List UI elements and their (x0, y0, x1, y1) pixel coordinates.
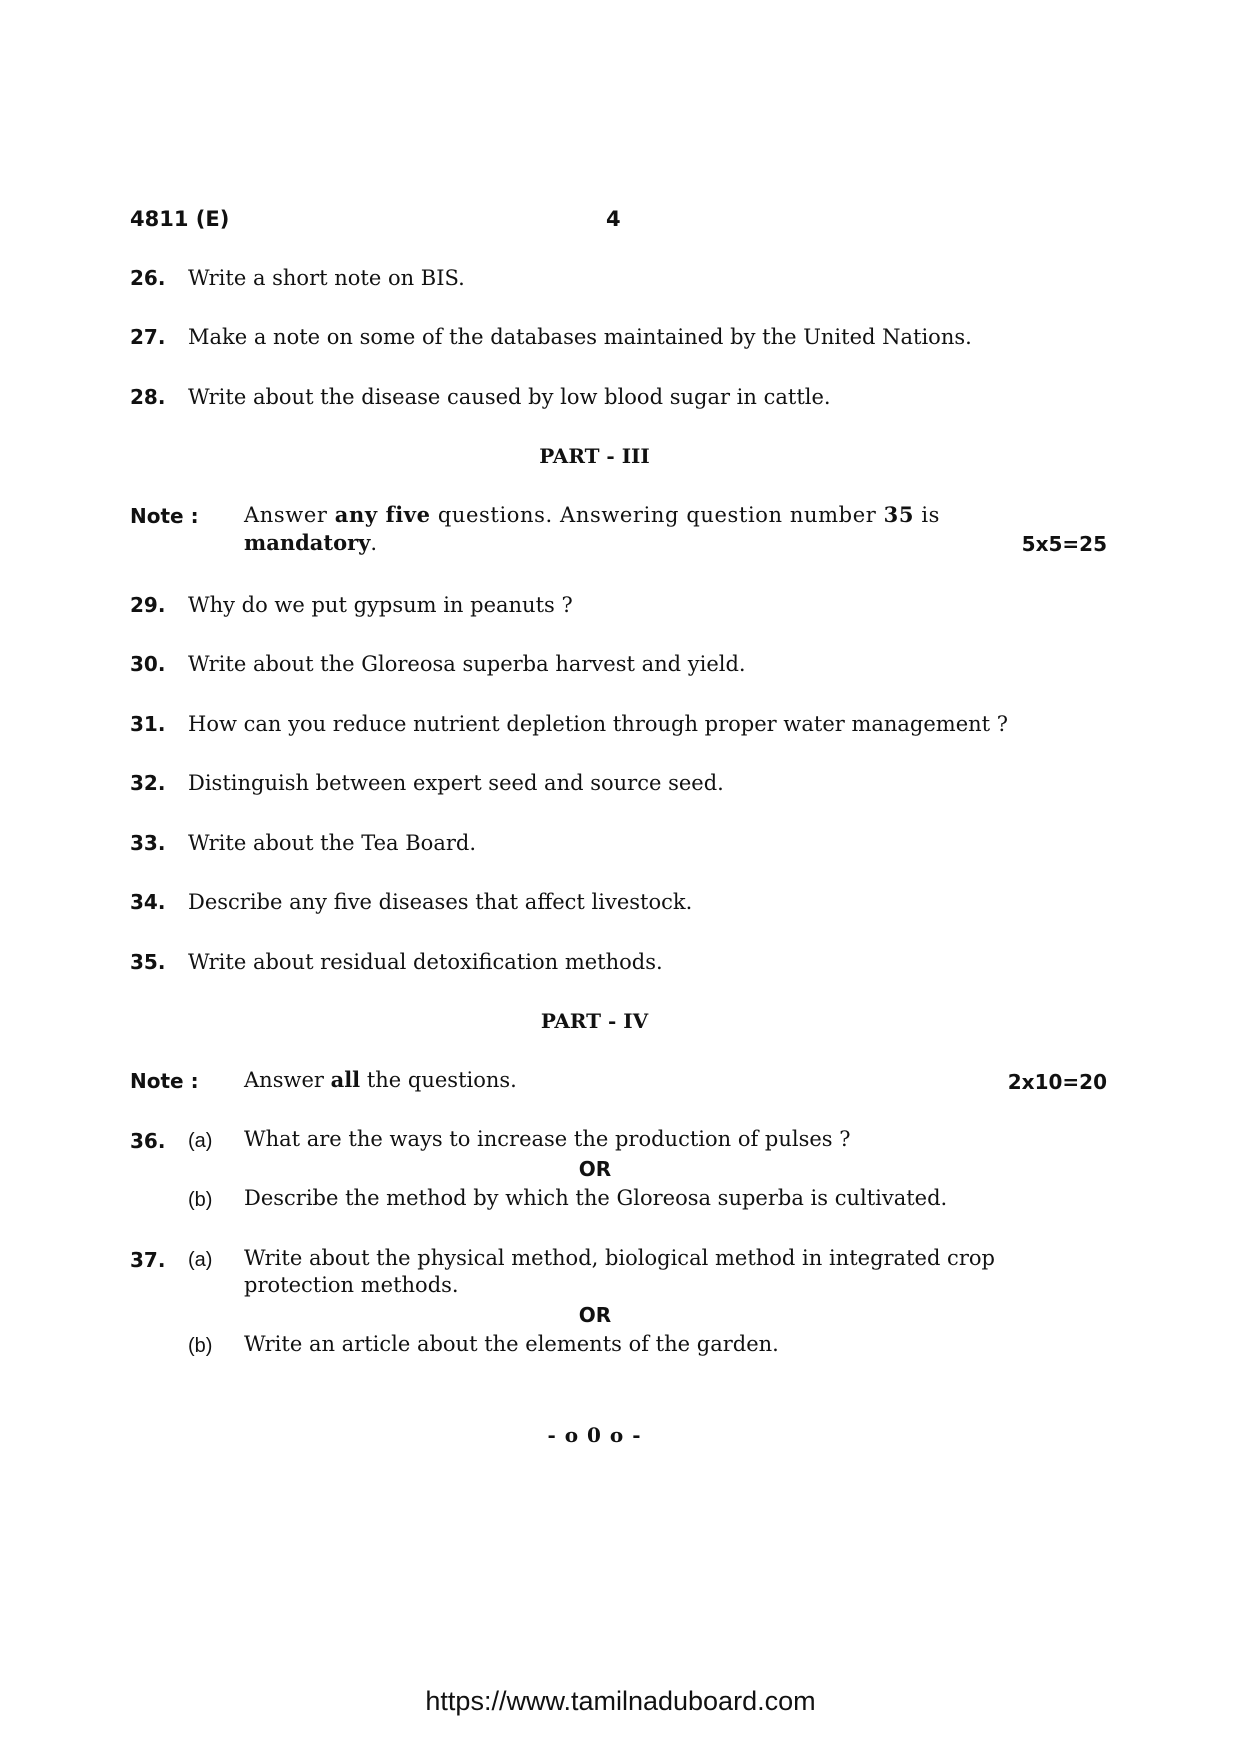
question-number: 28. (130, 385, 166, 409)
question-37a-label: (a) (188, 1249, 213, 1271)
question-31 (130, 710, 1008, 738)
part-3-title: PART - III (539, 444, 650, 468)
question-37 (130, 1248, 188, 1272)
question-37b-label: (b) (188, 1335, 213, 1357)
part-4-note: Answer all the questions. (244, 1067, 517, 1092)
question-36b-text: Describe the method by which the Gloreosa superba is cultivated. (244, 1186, 948, 1210)
question-37b-text: Write an article about the elements of the garden. (244, 1332, 779, 1356)
footer-url[interactable]: https://www.tamilnaduboard.com (425, 1686, 816, 1716)
question-36a-text: What are the ways to increase the production of pulses ? (244, 1127, 851, 1151)
question-text: Why do we put gypsum in peanuts ? (188, 593, 573, 617)
question-37-or: OR (578, 1303, 612, 1327)
question-30 (130, 650, 746, 678)
question-29 (130, 591, 573, 619)
question-number: 34. (130, 890, 166, 914)
question-number: 32. (130, 771, 166, 795)
question-36a-label: (a) (188, 1130, 213, 1152)
question-text: Write a short note on BIS. (188, 266, 465, 290)
part-3-note-line-1: Answer any five questions. Answering question number 35 is (244, 502, 941, 527)
part-4-title: PART - IV (540, 1009, 649, 1033)
question-number: 29. (130, 593, 166, 617)
question-text: How can you reduce nutrient depletion through proper water management ? (188, 712, 1009, 736)
question-36-or: OR (578, 1157, 612, 1181)
question-number: 35. (130, 950, 166, 974)
part-3-note-label: Note : (130, 504, 199, 528)
end-of-paper-mark: - o 0 o - (547, 1423, 642, 1447)
question-number: 36. (130, 1129, 166, 1153)
question-text: Write about the disease caused by low blood sugar in cattle. (188, 385, 831, 409)
paper-code: 4811 (E) (130, 207, 230, 231)
question-36b-label: (b) (188, 1189, 213, 1211)
question-text: Write about residual detoxification methods. (188, 950, 663, 974)
question-27 (130, 323, 972, 351)
question-28 (130, 383, 831, 411)
question-text: Write about the Gloreosa superba harvest and yield. (188, 652, 746, 676)
question-37a-text-line-1: Write about the physical method, biological method in integrated crop (244, 1246, 995, 1270)
question-number: 26. (130, 266, 166, 290)
question-33 (130, 829, 476, 857)
question-number: 31. (130, 712, 166, 736)
question-text: Describe any five diseases that affect livestock. (188, 890, 693, 914)
question-26 (130, 264, 465, 292)
question-number: 37. (130, 1248, 166, 1272)
question-text: Distinguish between expert seed and source seed. (188, 771, 724, 795)
question-text: Make a note on some of the databases maintained by the United Nations. (188, 325, 972, 349)
question-number: 33. (130, 831, 166, 855)
part-4-note-label: Note : (130, 1069, 199, 1093)
part-3-marks: 5x5=25 (1021, 532, 1107, 556)
question-36 (130, 1129, 188, 1153)
question-35 (130, 948, 663, 976)
question-number: 27. (130, 325, 166, 349)
question-34 (130, 888, 692, 916)
question-number: 30. (130, 652, 166, 676)
part-3-note-line-2: mandatory. (244, 530, 378, 555)
part-4-marks: 2x10=20 (1007, 1070, 1107, 1094)
question-text: Write about the Tea Board. (188, 831, 477, 855)
question-37a-text-line-2: protection methods. (244, 1273, 459, 1297)
page-number: 4 (606, 207, 621, 231)
question-32 (130, 769, 724, 797)
